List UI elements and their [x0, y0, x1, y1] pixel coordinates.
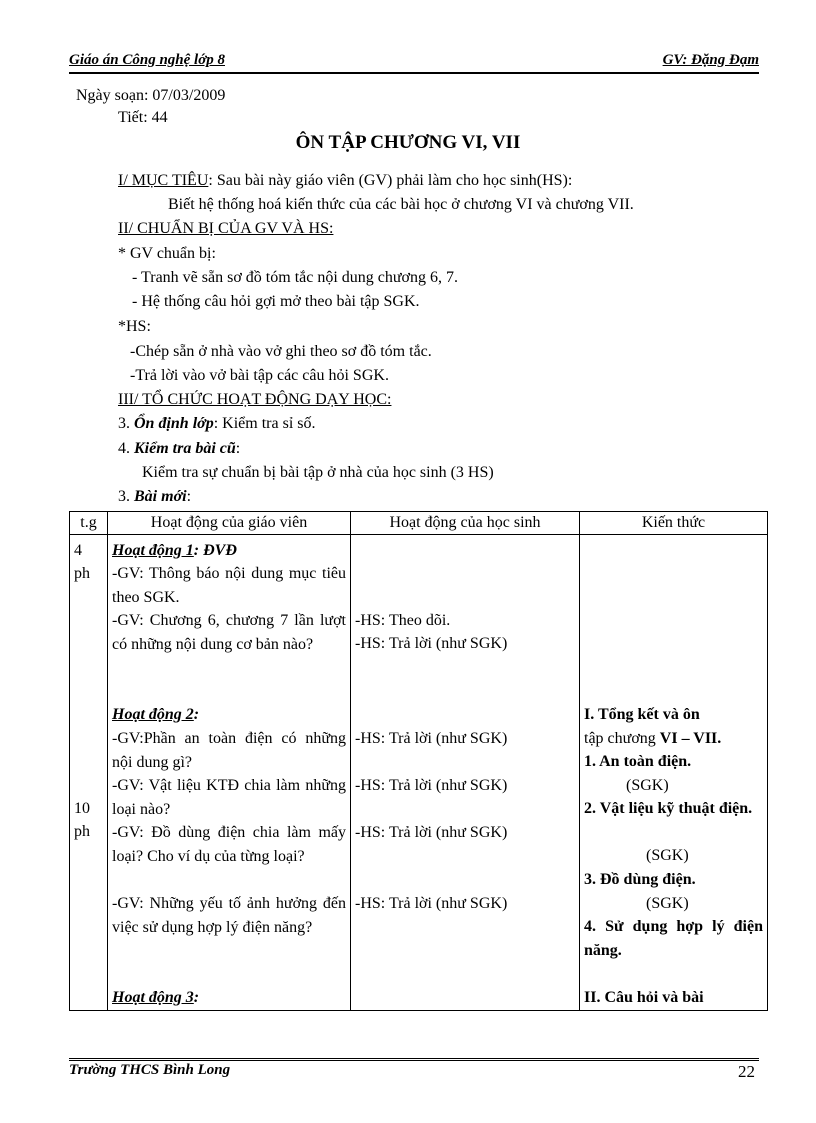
gv-prep-label: * GV chuẩn bị: [118, 245, 216, 262]
roman-numeral: I. [584, 706, 595, 723]
item-title: An toàn điện. [596, 753, 692, 770]
roman-numeral: II. [584, 989, 601, 1006]
activity-suffix: : [193, 989, 200, 1006]
step-number: 3. [118, 415, 130, 432]
period-line: Tiết: 44 [118, 109, 168, 126]
step-text: : [235, 440, 241, 457]
student-cell [351, 535, 580, 1011]
time-unit: ph [74, 565, 90, 582]
student-activity: -HS: Trả lời (như SGK) [355, 730, 508, 747]
lesson-table [69, 511, 768, 1011]
col-header-student: Hoạt động của học sinh [351, 512, 580, 535]
gv-prep-item: - Hệ thống câu hỏi gợi mở theo bài tập SGK. [132, 293, 420, 310]
student-activity: -HS: Trả lời (như SGK) [355, 635, 508, 652]
objective-line [118, 171, 572, 191]
knowledge-summary-title [584, 703, 763, 727]
student-activity: -HS: Theo dõi. [355, 612, 451, 629]
step-text: : [186, 488, 192, 505]
knowledge-item: 4. Sử dụng hợp lý điện năng. [584, 918, 763, 959]
hs-prep-item: -Trả lời vào vở bài tập các câu hỏi SGK. [130, 367, 389, 384]
activity-1-title [112, 539, 346, 563]
page-header [69, 52, 759, 72]
teacher-activity: -GV: Thông báo nội dung mục tiêu theo SGK. [112, 565, 346, 606]
activity-label: Hoạt động 2 [112, 706, 194, 723]
step-class-check [118, 414, 316, 434]
knowledge-ref: (SGK) [626, 777, 669, 794]
item-title: Đồ dùng điện. [596, 871, 696, 888]
student-activity: -HS: Trả lời (như SGK) [355, 895, 508, 912]
knowledge-questions-title [584, 986, 763, 1010]
page-footer [69, 1062, 759, 1079]
gv-prep-item: - Tranh vẽ sẵn sơ đồ tóm tắc nội dung chương 6, 7. [132, 269, 459, 286]
header-rule [69, 72, 759, 74]
objective-heading: I/ MỤC TIÊU [118, 172, 209, 189]
knowledge-item [584, 750, 763, 774]
teacher-activity: -GV: Những yếu tố ảnh hưởng đến việc sử dụng hợp lý điện năng? [112, 895, 346, 936]
knowledge-ref: (SGK) [646, 847, 689, 864]
time-unit: ph [74, 823, 90, 840]
footer-school: Trường THCS Bình Long [69, 1062, 231, 1078]
knowledge-summary-chapters [584, 727, 763, 751]
header-teacher: GV: Đặng Đạm [662, 52, 759, 68]
page-number: 22 [738, 1062, 755, 1081]
step-number: 4. [118, 440, 130, 457]
knowledge-ref: (SGK) [646, 895, 689, 912]
objective-detail: Biết hệ thống hoá kiến thức của các bài học ở chương VI và chương VII. [168, 196, 634, 213]
knowledge-text: tập chương [584, 730, 660, 747]
knowledge-item [584, 868, 763, 892]
teacher-activity: -GV: Chương 6, chương 7 lần lượt có những nội dung cơ bản nào? [112, 612, 346, 653]
teacher-cell [108, 535, 351, 1011]
step-title: Bài mới [134, 488, 187, 505]
activity-label: Hoạt động 1 [112, 542, 194, 559]
activity-suffix: : ĐVĐ [193, 542, 237, 559]
step-number: 3. [118, 488, 130, 505]
objective-intro: : Sau bài này giáo viên (GV) phải làm cho học sinh(HS): [208, 172, 573, 189]
teacher-activity: -GV:Phần an toàn điện có những nội dung gì? [112, 730, 346, 771]
teacher-activity: -GV: Đồ dùng điện chia làm mấy loại? Cho ví dụ của từng loại? [112, 824, 346, 865]
activity-3-title [112, 986, 346, 1010]
activity-suffix: : [193, 706, 200, 723]
step-old-lesson [118, 439, 240, 459]
header-subject: Giáo án Công nghệ lớp 8 [69, 52, 225, 68]
student-activity: -HS: Trả lời (như SGK) [355, 777, 508, 794]
student-activity: -HS: Trả lời (như SGK) [355, 824, 508, 841]
activity-2-title [112, 703, 346, 727]
step-text: : Kiểm tra sỉ số. [213, 415, 316, 432]
hs-prep-item: -Chép sẵn ở nhà vào vở ghi theo sơ đồ tóm tắc. [130, 343, 432, 360]
knowledge-cell [580, 535, 768, 1011]
activities-heading: III/ TỔ CHỨC HOẠT ĐỘNG DẠY HỌC: [118, 391, 392, 408]
knowledge-text: Tổng kết và ôn [594, 706, 700, 723]
date-line: Ngày soạn: 07/03/2009 [76, 87, 226, 104]
time-cell [70, 535, 108, 1011]
table-row [70, 535, 768, 1011]
preparation-heading: II/ CHUẨN BỊ CỦA GV VÀ HS: [118, 220, 334, 237]
page-title: ÔN TẬP CHƯƠNG VI, VII [295, 132, 521, 153]
time-value: 10 [74, 800, 90, 817]
step-new-lesson [118, 487, 191, 507]
col-header-teacher: Hoạt động của giáo viên [108, 512, 351, 535]
chapter-range: VI – VII. [659, 730, 722, 747]
table-header-row [70, 512, 768, 535]
hs-prep-label: *HS: [118, 318, 151, 335]
knowledge-text: Câu hỏi và bài [600, 989, 704, 1006]
col-header-time: t.g [70, 512, 108, 535]
teacher-activity: -GV: Vật liệu KTĐ chia làm những loại nào? [112, 777, 346, 818]
step-title: Kiểm tra bài cũ [134, 440, 236, 457]
item-number: 3. [584, 871, 596, 888]
col-header-knowledge: Kiến thức [580, 512, 768, 535]
activity-label: Hoạt động 3 [112, 989, 194, 1006]
step-title: Ổn định lớp [134, 415, 214, 432]
step-old-lesson-detail: Kiểm tra sự chuẩn bị bài tập ở nhà của học sinh (3 HS) [142, 464, 494, 481]
time-value: 4 [74, 542, 82, 559]
footer-rule [69, 1058, 759, 1061]
knowledge-item: 2. Vật liệu kỹ thuật điện. [584, 800, 753, 817]
item-number: 1. [584, 753, 596, 770]
